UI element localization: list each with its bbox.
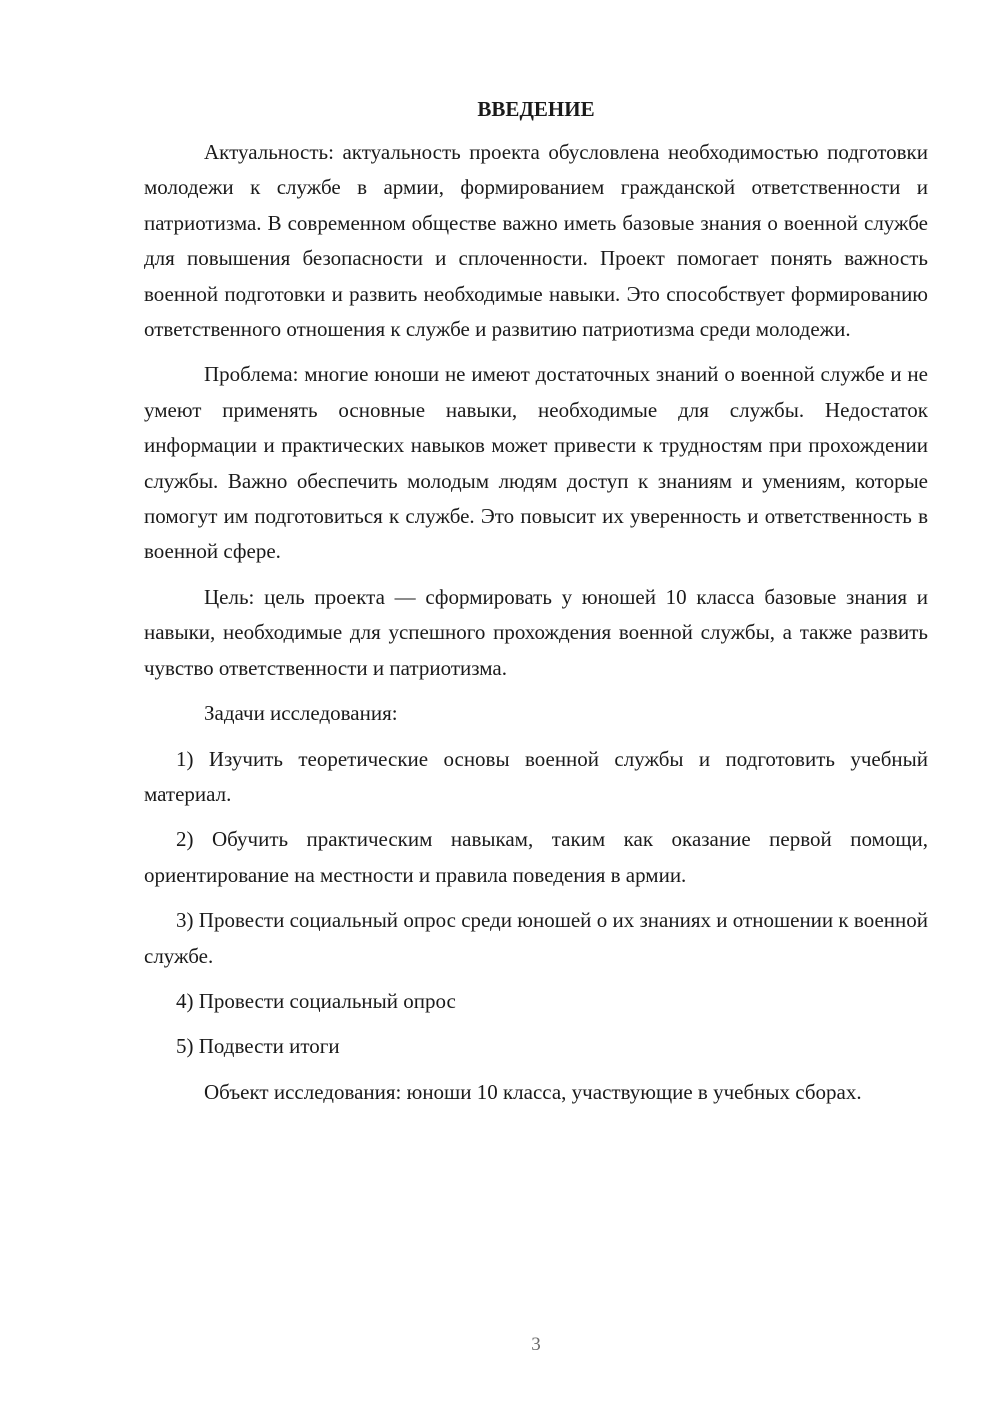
task-item-1: 1) Изучить теоретические основы военной службы и подготовить учебный материал. — [144, 746, 928, 806]
tasks-heading: Задачи исследования: — [204, 701, 398, 726]
task-item-2: 2) Обучить практическим навыкам, таким как оказание первой помощи, ориентирование на местности и правила поведения в армии. — [144, 827, 928, 887]
section-title: ВВЕДЕНИЕ — [477, 97, 595, 121]
task-item-4: 4) Провести социальный опрос — [176, 988, 456, 1013]
paragraph-goal: Цель: цель проекта — сформировать у юношей 10 класса базовые знания и навыки, необходимые для успешного прохождения военной службы, а также развить чувство ответственности и патриотизма. — [144, 584, 928, 680]
paragraph-relevance: Актуальность: актуальность проекта обусловлена необходимостью подготовки молодежи к службе в армии, формированием гражданской ответственности и патриотизма. В современном обществе важно иметь базовые знания о военной службе для повышения безопасности и сплоченности. Проект помогает понять важность военной подготовки и развить необходимые навыки. Это способствует формированию ответственного отношения к службе и развитию патриотизма среди молодежи. — [144, 140, 928, 342]
page-content — [144, 92, 928, 1120]
paragraph-problem: Проблема: многие юноши не имеют достаточных знаний о военной службе и не умеют применять основные навыки, необходимые для службы. Недостаток информации и практических навыков может привести к трудностям при прохождении службы. Важно обеспечить молодым людям доступ к знаниям и умениям, которые помогут им подготовиться к службе. Это повысит их уверенность и ответственность в военной сфере. — [144, 362, 928, 564]
task-item-3: 3) Провести социальный опрос среди юношей о их знаниях и отношении к военной службе. — [144, 908, 928, 968]
paragraph-object: Объект исследования: юноши 10 класса, участвующие в учебных сборах. — [204, 1079, 862, 1104]
page-number: 3 — [531, 1334, 541, 1355]
task-item-5: 5) Подвести итоги — [176, 1034, 340, 1059]
